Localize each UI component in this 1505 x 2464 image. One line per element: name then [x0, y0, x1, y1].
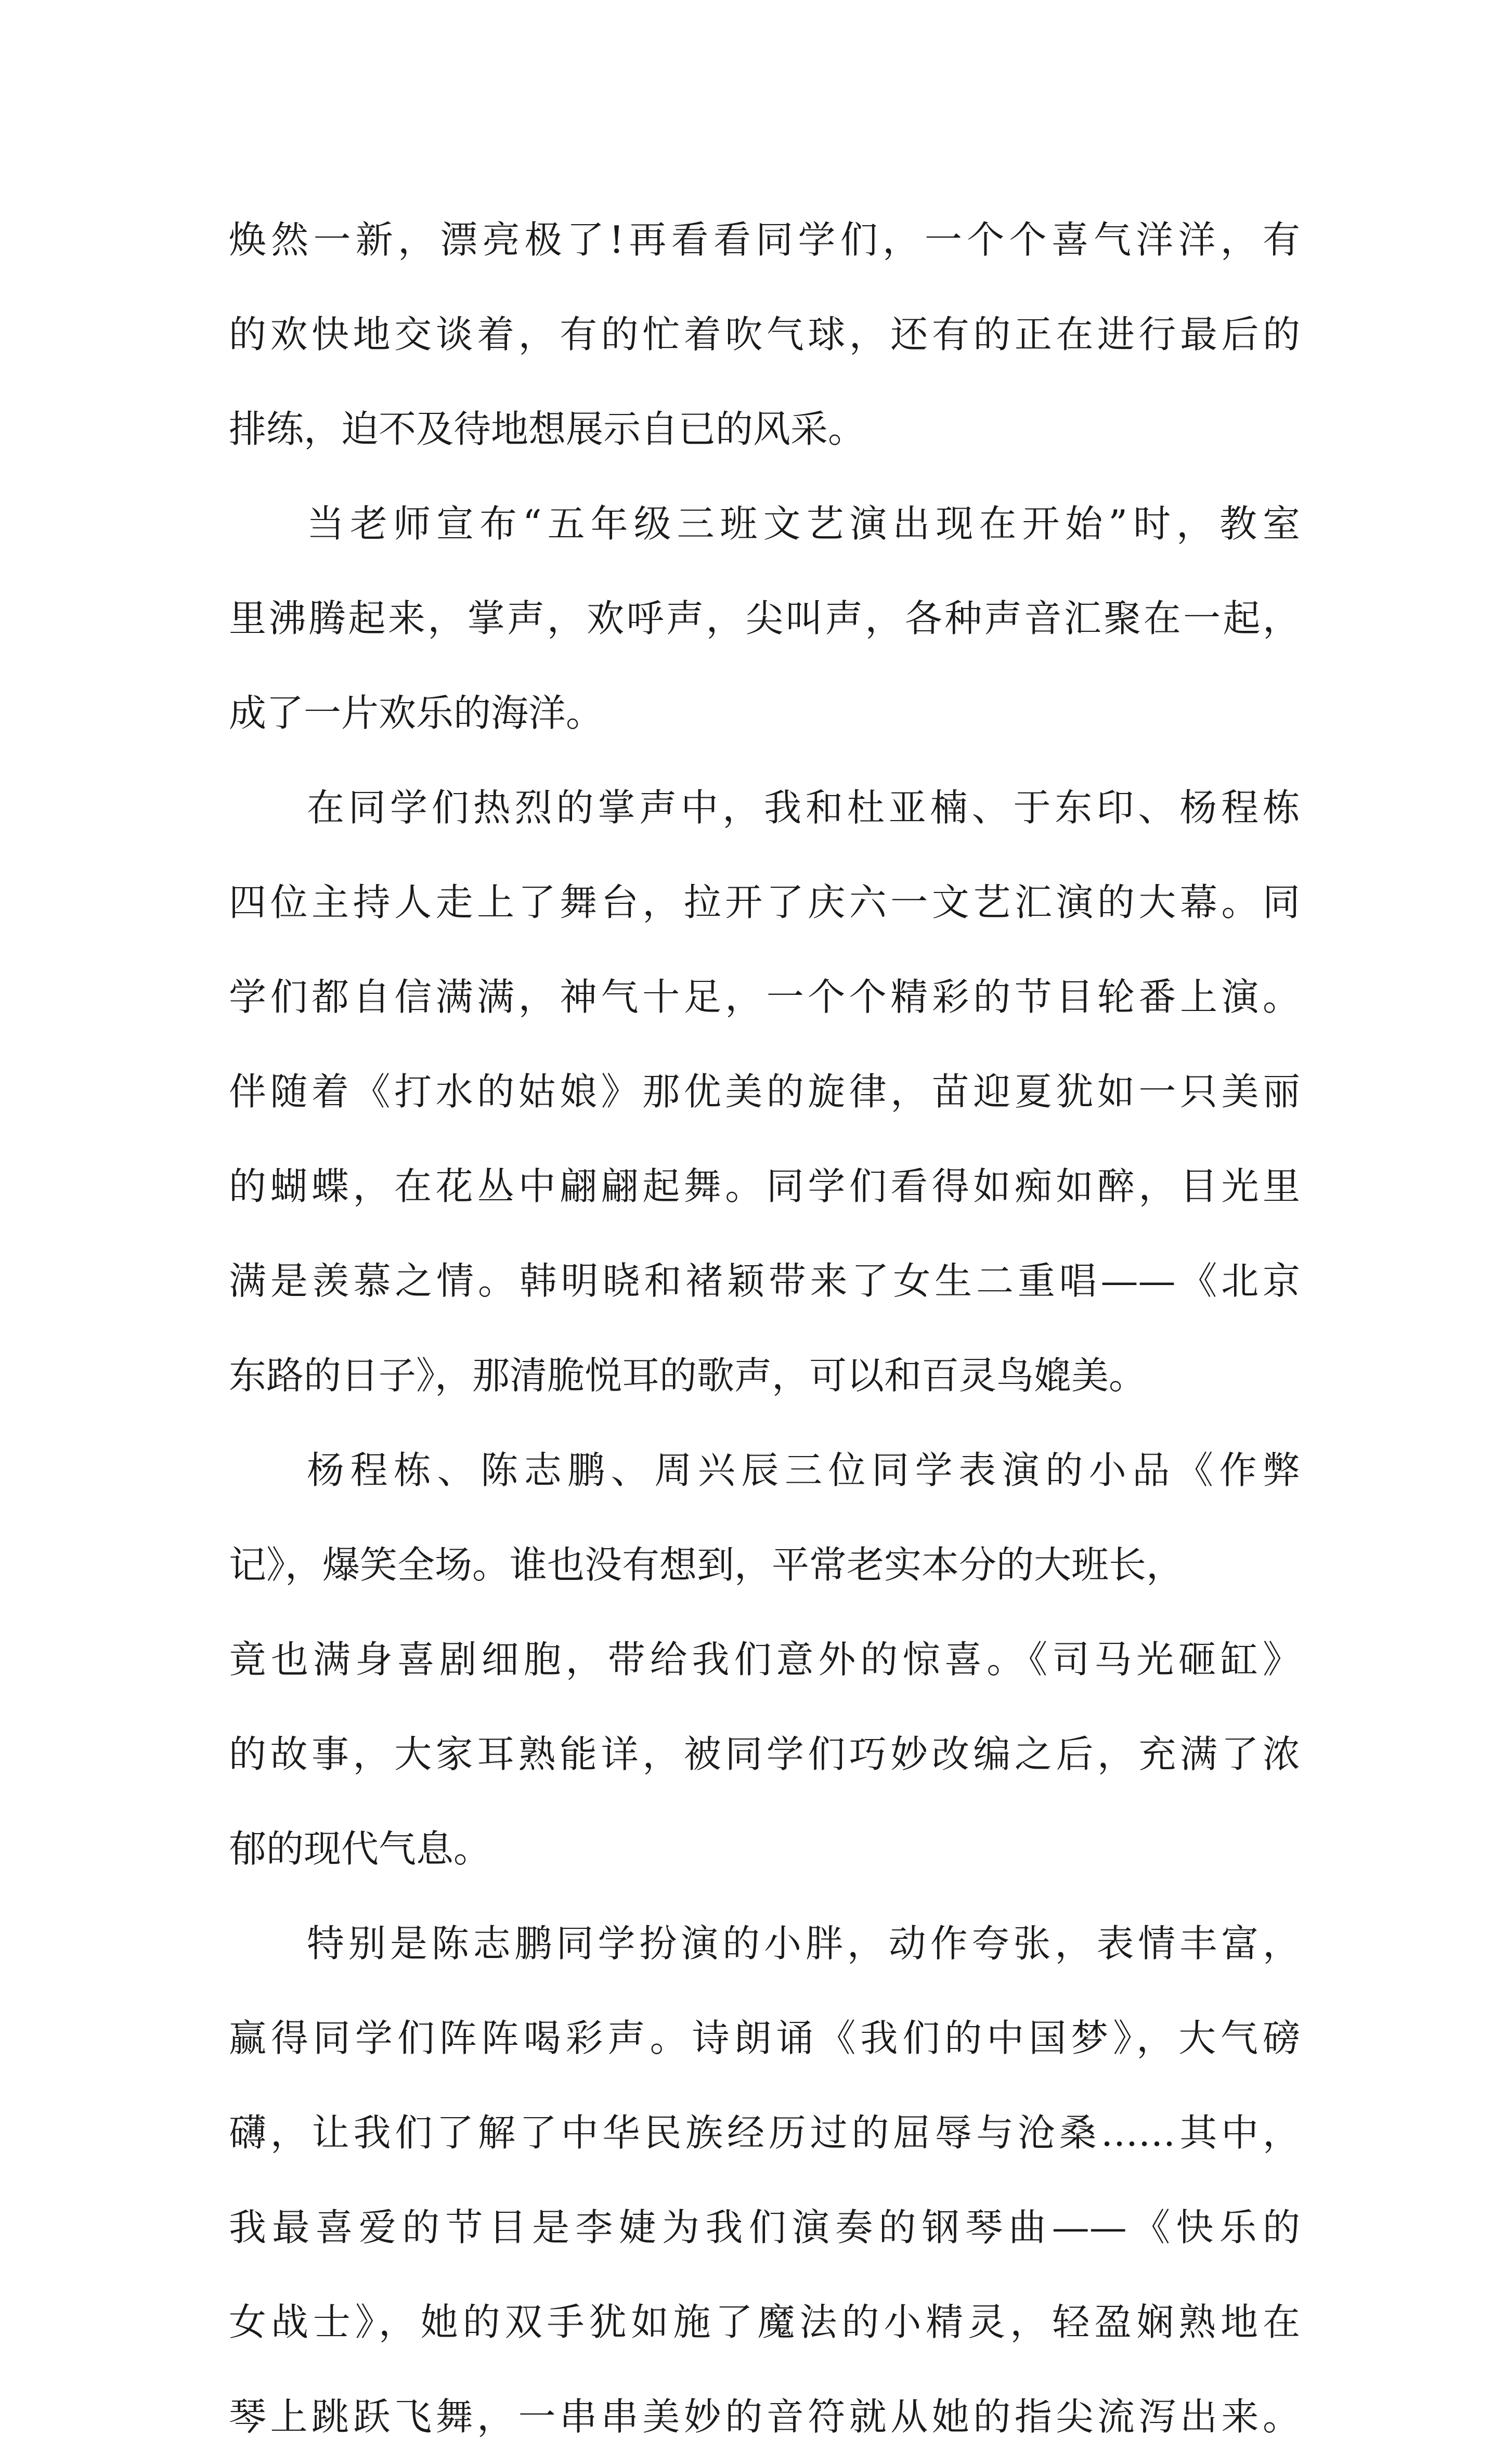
text-line: 满是羡慕之情。韩明晓和褚颖带来了女生二重唱——《北京 — [229, 1259, 1300, 1303]
text-line: 成了一片欢乐的海洋。 — [229, 691, 604, 735]
text-line: 琴上跳跃飞舞，一串串美妙的音符就从她的指尖流泻出来。 — [229, 2395, 1300, 2439]
text-line: 的蝴蝶，在花丛中翩翩起舞。同学们看得如痴如醉，目光里 — [229, 1164, 1300, 1208]
text-line: 郁的现代气息。 — [229, 1827, 491, 1871]
text-line: 女战士》，她的双手犹如施了魔法的小精灵，轻盈娴熟地在 — [229, 2300, 1300, 2344]
text-line: 东路的日子》，那清脆悦耳的歌声，可以和百灵鸟媲美。 — [229, 1354, 1147, 1397]
paragraph-first-line: 杨程栋、陈志鹏、周兴辰三位同学表演的小品《作弊 — [307, 1448, 1300, 1492]
paragraph-first-line: 当老师宣布“五年级三班文艺演出现在开始”时，教室 — [307, 502, 1300, 546]
paragraph-first-line: 在同学们热烈的掌声中，我和杜亚楠、于东印、杨程栋 — [307, 786, 1300, 829]
text-line: 的故事，大家耳熟能详，被同学们巧妙改编之后，充满了浓 — [229, 1732, 1300, 1776]
text-line: 学们都自信满满，神气十足，一个个精彩的节目轮番上演。 — [229, 975, 1300, 1019]
article-body — [229, 192, 1300, 2464]
text-line: 赢得同学们阵阵喝彩声。诗朗诵《我们的中国梦》，大气磅 — [229, 2016, 1300, 2060]
text-line: 礴，让我们了解了中华民族经历过的屈辱与沧桑……其中， — [229, 2111, 1300, 2155]
text-line: 焕然一新，漂亮极了!再看看同学们，一个个喜气洋洋，有 — [229, 218, 1300, 262]
text-line: 竟也满身喜剧细胞，带给我们意外的惊喜。《司马光砸缸》 — [229, 1638, 1300, 1681]
text-line: 四位主持人走上了舞台，拉开了庆六一文艺汇演的大幕。同 — [229, 880, 1300, 924]
text-line: 我最喜爱的节目是李婕为我们演奏的钢琴曲——《快乐的 — [229, 2206, 1300, 2249]
text-line: 排练，迫不及待地想展示自已的风采。 — [229, 407, 866, 451]
text-line: 的欢快地交谈着，有的忙着吹气球，还有的正在进行最后的 — [229, 313, 1300, 356]
text-line: 里沸腾起来，掌声，欢呼声，尖叫声，各种声音汇聚在一起， — [229, 596, 1300, 640]
paragraph-first-line: 特别是陈志鹏同学扮演的小胖，动作夸张，表情丰富， — [307, 1922, 1300, 1965]
text-line: 伴随着《打水的姑娘》那优美的旋律，苗迎夏犹如一只美丽 — [229, 1070, 1300, 1113]
text-line: 记》，爆笑全场。谁也没有想到，平常老实本分的大班长， — [229, 1543, 1184, 1587]
